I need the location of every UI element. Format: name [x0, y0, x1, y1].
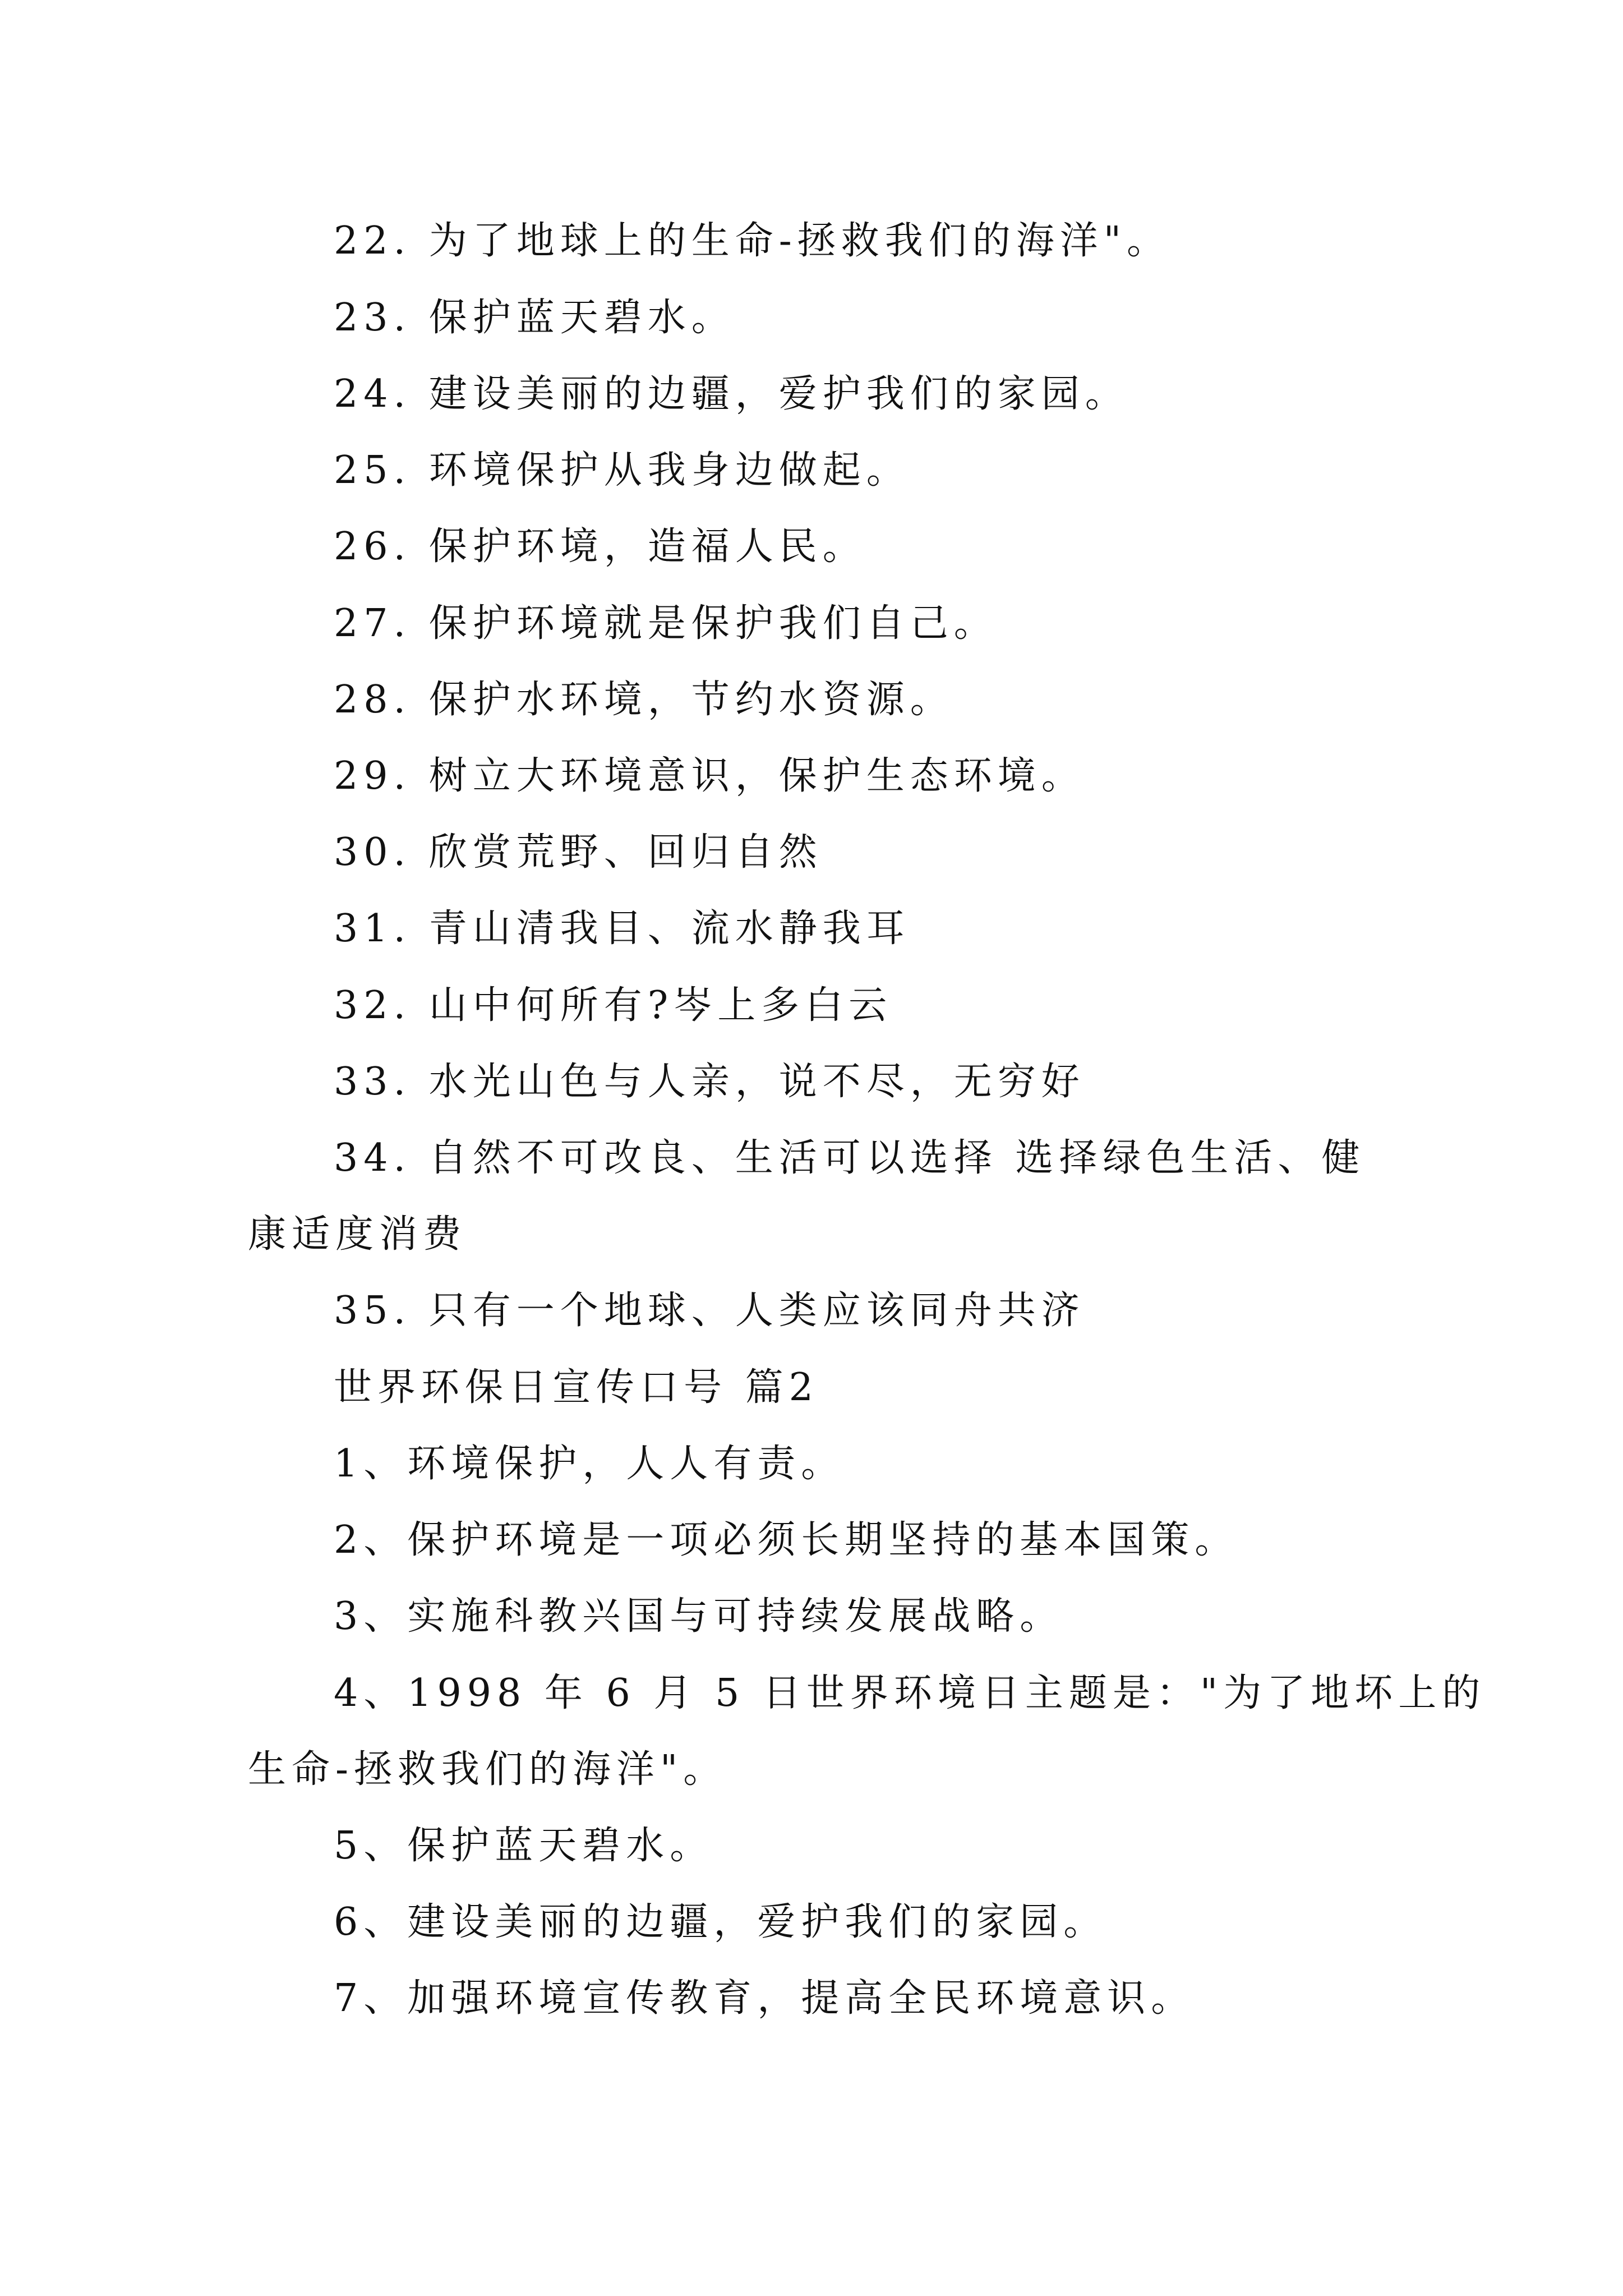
text-line: 28. 保护水环境，节约水资源。 [334, 678, 954, 722]
text-line: 29. 树立大环境意识，保护生态环境。 [334, 754, 1085, 798]
text-line: 23. 保护蓝天碧水。 [334, 296, 735, 340]
text-line: 7、加强环境宣传教育，提高全民环境意识。 [334, 1976, 1195, 2021]
text-line: 6、建设美丽的边疆，爱护我们的家园。 [334, 1900, 1108, 1944]
text-line: 30. 欣赏荒野、回归自然 [334, 830, 823, 875]
text-line: 康适度消费 [248, 1212, 467, 1257]
text-line: 5、保护蓝天碧水。 [334, 1824, 714, 1868]
section-heading: 世界环保日宣传口号 篇2 [334, 1365, 819, 1410]
text-line: 4、1998 年 6 月 5 日世界环境日主题是："为了地坏上的 [334, 1671, 1486, 1715]
text-line: 32. 山中何所有?岑上多白云 [334, 983, 893, 1028]
text-line: 31. 青山清我目、流水静我耳 [334, 907, 910, 951]
text-line: 2、保护环境是一项必须长期坚持的基本国策。 [334, 1518, 1239, 1562]
text-line: 25. 环境保护从我身边做起。 [334, 448, 910, 493]
text-line: 27. 保护环境就是保护我们自己。 [334, 601, 998, 646]
text-line: 24. 建设美丽的边疆，爱护我们的家园。 [334, 372, 1129, 416]
text-line: 26. 保护环境，造福人民。 [334, 524, 866, 569]
text-line: 3、实施科教兴国与可持续发展战略。 [334, 1594, 1064, 1639]
text-line: 1、环境保护，人人有责。 [334, 1442, 845, 1486]
text-line: 35. 只有一个地球、人类应该同舟共济 [334, 1289, 1085, 1333]
text-line: 22. 为了地球上的生命-拯救我们的海洋"。 [334, 219, 1171, 263]
text-line: 34. 自然不可改良、生活可以选择 选择绿色生活、健 [334, 1136, 1366, 1180]
text-line: 33. 水光山色与人亲，说不尽，无穷好 [334, 1060, 1085, 1104]
text-line: 生命-拯救我们的海洋"。 [248, 1747, 727, 1792]
